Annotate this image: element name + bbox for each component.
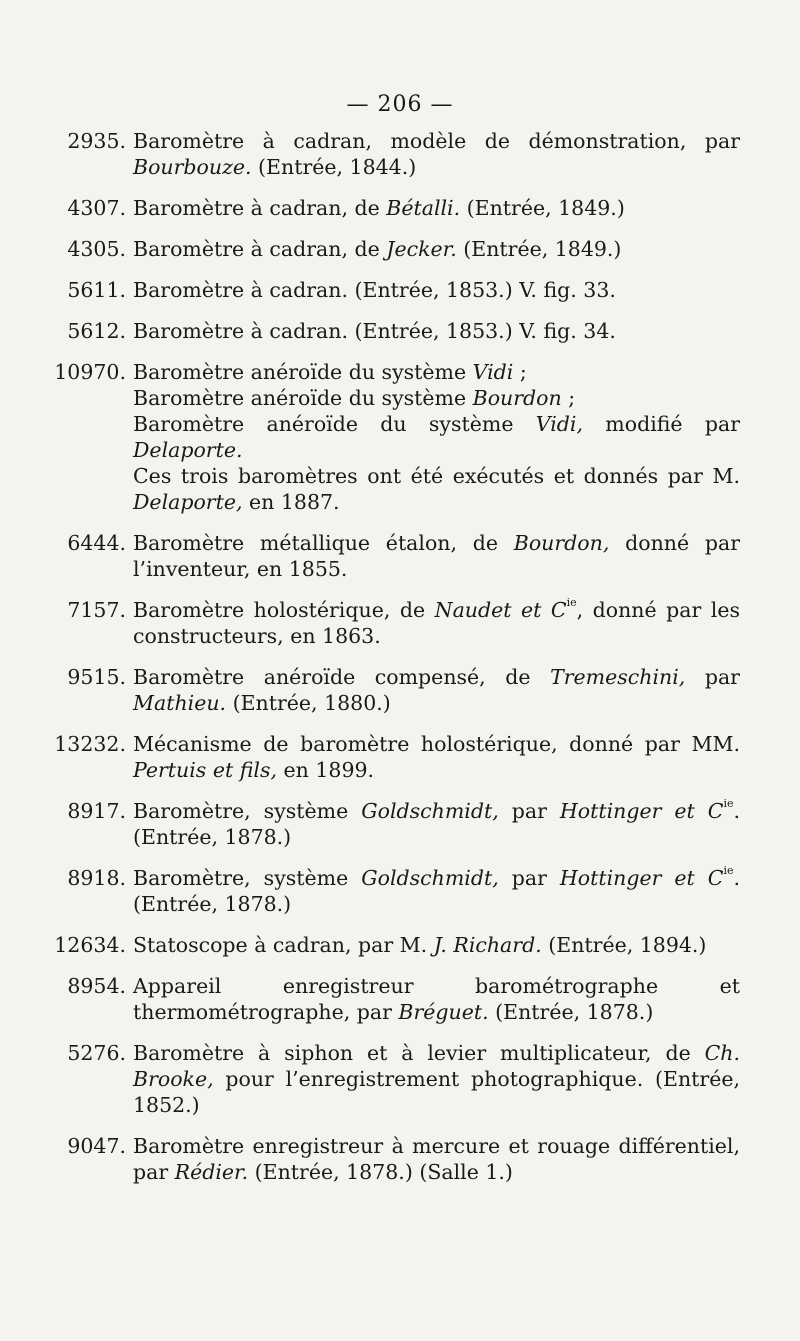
- catalog-entry: [40, 731, 740, 783]
- entry-text-part: . (Entrée, 1878.): [133, 799, 740, 849]
- catalog-entry: [40, 318, 740, 344]
- entry-text-part: Baromètre holostérique, de: [133, 598, 435, 622]
- entry-text: [133, 318, 740, 344]
- catalog-entry: [40, 597, 740, 649]
- entry-text: [133, 1133, 740, 1185]
- entry-text: [133, 664, 740, 716]
- entry-text: [133, 359, 740, 515]
- entry-text-part: Statoscope à cadran, par M.: [133, 933, 434, 957]
- entry-text-part: Mécanisme de baromètre holostérique, donné par MM.: [133, 732, 740, 756]
- entry-number: 9515.: [67, 665, 126, 689]
- entry-name-italic: J. Richard.: [433, 933, 542, 957]
- entry-name-italic: Delaporte.: [133, 438, 243, 462]
- entry-text-part: Ces trois baromètres ont été exécutés et donnés par M.: [133, 464, 740, 488]
- entry-text-part: ie: [566, 596, 577, 609]
- catalog-entry: [40, 195, 740, 221]
- catalog-entry: [40, 1133, 740, 1185]
- entry-text-part: ;: [513, 360, 527, 384]
- entry-text-part: Baromètre à cadran, modèle de démonstration, par: [133, 129, 740, 153]
- entry-text: [133, 128, 740, 180]
- entry-text-part: Baromètre à cadran, de: [133, 196, 387, 220]
- entry-text-part: donné par l’inventeur, en 1855.: [133, 531, 740, 581]
- entry-number: 5611.: [67, 278, 126, 302]
- entry-text-part: (Entrée, 1894.): [541, 933, 707, 957]
- entry-number: 12634.: [54, 933, 126, 957]
- entry-number: 7157.: [67, 598, 126, 622]
- entry-text-part: Baromètre anéroïde du système: [133, 386, 473, 410]
- entry-name-italic: Rédier.: [174, 1160, 249, 1184]
- entry-name-italic: Pertuis et fils,: [133, 758, 277, 782]
- entry-text: [133, 932, 740, 958]
- catalog-entry: [40, 973, 740, 1025]
- entry-name-italic: Vidi,: [535, 412, 583, 436]
- entry-text: [133, 277, 740, 303]
- entry-text: [133, 236, 740, 262]
- entry-name-italic: Naudet et C: [434, 598, 567, 622]
- catalog-entry: [40, 128, 740, 180]
- entry-name-italic: Bourdon: [472, 386, 562, 410]
- entry-name-italic: Bourbouze.: [133, 155, 252, 179]
- entry-text: [133, 865, 740, 917]
- entry-text-part: Appareil enregistreur barométrographe et thermométrographe, par: [133, 974, 740, 1024]
- catalog-entry: [40, 359, 740, 515]
- entry-text-part: (Entrée, 1878.): [488, 1000, 654, 1024]
- entry-number: 8918.: [67, 866, 126, 890]
- entry-text-part: en 1887.: [242, 490, 340, 514]
- catalog-entry: [40, 277, 740, 303]
- entry-name-italic: Bourdon,: [513, 531, 610, 555]
- entry-number: 4307.: [67, 196, 126, 220]
- entry-text-part: (Entrée, 1878.) (Salle 1.): [248, 1160, 513, 1184]
- entry-text-part: Baromètre à cadran, de: [133, 237, 387, 261]
- entry-text-part: Baromètre à cadran. (Entrée, 1853.) V. fig. 34.: [133, 319, 616, 343]
- entry-name-italic: Tremeschini,: [550, 665, 686, 689]
- entry-text-part: Baromètre anéroïde du système: [133, 360, 473, 384]
- entry-text-part: . (Entrée, 1878.): [133, 866, 740, 916]
- page-number: — 206 —: [346, 92, 454, 117]
- entry-name-italic: Bréguet.: [398, 1000, 489, 1024]
- entry-text-part: Baromètre à siphon et à levier multiplicateur, de: [133, 1041, 705, 1065]
- entry-text-part: (Entrée, 1880.): [226, 691, 391, 715]
- entry-name-italic: Goldschmidt,: [361, 866, 499, 890]
- entry-text-part: , donné par les constructeurs, en 1863.: [133, 598, 740, 648]
- catalog-entry: [40, 865, 740, 917]
- entry-text-part: Baromètre anéroïde du système: [133, 412, 536, 436]
- entry-text-part: Baromètre, système: [133, 866, 362, 890]
- catalog-entry: [40, 798, 740, 850]
- entry-text-part: Baromètre, système: [133, 799, 362, 823]
- entry-text: [133, 530, 740, 582]
- entry-text-part: pour l’enregistrement photographique. (Entrée, 1852.): [133, 1067, 740, 1117]
- entry-number: 5612.: [67, 319, 126, 343]
- entry-text-part: (Entrée, 1844.): [251, 155, 417, 179]
- entry-text: [133, 195, 740, 221]
- entry-number: 8917.: [67, 799, 126, 823]
- entry-text-part: ie: [723, 864, 734, 877]
- catalog-entry: [40, 664, 740, 716]
- entry-text: [133, 973, 740, 1025]
- entry-text-part: par: [685, 665, 740, 689]
- entry-number: 5276.: [67, 1041, 126, 1065]
- catalog-entry: [40, 1040, 740, 1118]
- entry-text-part: Baromètre anéroïde compensé, de: [133, 665, 551, 689]
- entry-name-italic: Bétalli.: [386, 196, 461, 220]
- entry-name-italic: Jecker.: [386, 237, 457, 261]
- entry-text-part: en 1899.: [277, 758, 375, 782]
- entry-text-part: Baromètre à cadran. (Entrée, 1853.) V. fig. 33.: [133, 278, 616, 302]
- entry-number: 10970.: [54, 360, 126, 384]
- entry-number: 13232.: [54, 732, 126, 756]
- entry-text: [133, 597, 740, 649]
- entry-name-italic: Hottinger et C: [559, 866, 724, 890]
- entry-number: 8954.: [67, 974, 126, 998]
- catalog-entry: [40, 932, 740, 958]
- entry-number: 6444.: [67, 531, 126, 555]
- entry-text-part: Baromètre enregistreur à mercure et rouage différentiel, par: [133, 1134, 740, 1184]
- entry-text-part: modifié par: [582, 412, 740, 436]
- catalog-entry: [40, 236, 740, 262]
- entry-text-part: (Entrée, 1849.): [460, 196, 625, 220]
- entry-number: 4305.: [67, 237, 126, 261]
- entry-name-italic: Vidi: [472, 360, 514, 384]
- entry-name-italic: Ch. Brooke,: [133, 1041, 740, 1091]
- entry-text-part: ;: [561, 386, 576, 410]
- catalog-entry: [40, 530, 740, 582]
- entry-number: 2935.: [67, 129, 126, 153]
- entry-text: [133, 798, 740, 850]
- entry-text-part: ie: [723, 797, 734, 810]
- entry-name-italic: Delaporte,: [133, 490, 243, 514]
- entry-name-italic: Mathieu.: [133, 691, 227, 715]
- entry-name-italic: Goldschmidt,: [361, 799, 499, 823]
- entry-text-part: Baromètre métallique étalon, de: [133, 531, 514, 555]
- entry-text: [133, 731, 740, 783]
- entry-text-part: (Entrée, 1849.): [456, 237, 622, 261]
- entry-text-part: par: [498, 866, 560, 890]
- entry-text: [133, 1040, 740, 1118]
- entry-text-part: par: [498, 799, 560, 823]
- catalog-entries: [40, 128, 740, 1200]
- entry-number: 9047.: [67, 1134, 126, 1158]
- entry-name-italic: Hottinger et C: [559, 799, 724, 823]
